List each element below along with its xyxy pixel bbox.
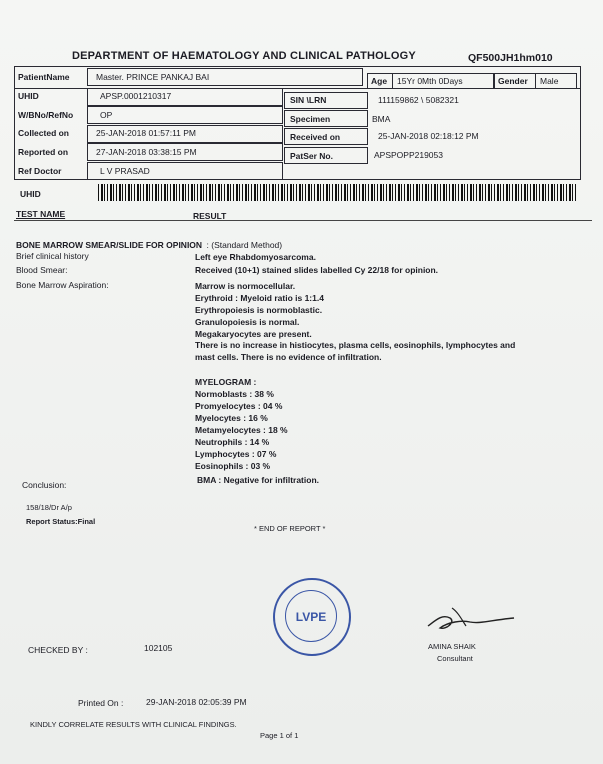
barcode-uhid-label: UHID [20,189,41,199]
myelogram-item: Lymphocytes : 07 % [195,449,277,459]
institute-seal [273,578,351,656]
blood-smear-label: Blood Smear: [16,265,68,275]
sin-label: SIN \LRN [290,95,327,105]
bma-result: BMA : Negative for infiltration. [197,475,319,485]
myelogram-item: Neutrophils : 14 % [195,437,270,447]
specimen-label: Specimen [290,114,331,124]
myelogram-item: Myelocytes : 16 % [195,413,268,423]
clinical-history-label: Brief clinical history [16,251,89,261]
patser-value: APSPOPP219053 [374,150,443,160]
checked-by-label: CHECKED BY : [28,645,88,655]
age-value: 15Yr 0Mth 0Days [397,76,463,86]
seal-inner-ring [285,590,337,642]
wbno-cell [87,106,283,124]
patser-label: PatSer No. [290,151,333,161]
checked-by-value: 102105 [144,643,173,653]
myelogram-item: Normoblasts : 38 % [195,389,274,399]
conclusion-label: Conclusion: [22,480,67,490]
header-divider [14,220,592,221]
patient-name-label: PatientName [18,72,70,82]
reported-label: Reported on [18,147,69,157]
finding-line: Erythropoiesis is normoblastic. [195,305,323,315]
ref-doctor-label: Ref Doctor [18,166,62,176]
consultant-signature [422,600,522,636]
gender-label: Gender [498,76,528,86]
test-method: : (Standard Method) [206,240,283,250]
myelogram-item: Promyelocytes : 04 % [195,401,283,411]
correlation-note: KINDLY CORRELATE RESULTS WITH CLINICAL FINDINGS. [30,720,237,729]
finding-line: Granulopoiesis is normal. [195,317,300,327]
finding-line: Megakaryocytes are present. [195,329,312,339]
wbno-value: OP [100,110,113,120]
blood-smear-value: Received (10+1) stained slides labelled Cy 22/18 for opinion. [195,265,439,275]
myelogram-item: Metamyelocytes : 18 % [195,425,288,435]
printed-on-label: Printed On : [78,698,124,708]
sin-value: 111159862 \ 5082321 [378,95,459,105]
end-of-report: * END OF REPORT * [254,524,326,533]
result-header: RESULT [193,211,227,221]
myelogram-title: MYELOGRAM : [195,377,257,387]
reference-code: 158/18/Dr A/p [26,503,72,512]
printed-on-value: 29-JAN-2018 02:05:39 PM [146,697,247,707]
ref-doctor-value: L V PRASAD [100,166,150,176]
finding-line: Marrow is normocellular. [195,281,296,291]
barcode [98,184,576,201]
wbno-label: W/BNo/RefNo [18,110,74,120]
finding-line: Erythroid : Myeloid ratio is 1:1.4 [195,293,324,303]
collected-value: 25-JAN-2018 01:57:11 PM [96,128,197,138]
received-value: 25-JAN-2018 02:18:12 PM [378,131,479,141]
clinical-history-value: Left eye Rhabdomyosarcoma. [195,252,316,262]
uhid-value: APSP.0001210317 [100,91,172,101]
page-number: Page 1 of 1 [260,731,299,740]
finding-line: There is no increase in histiocytes, plasma cells, eosinophils, lymphocytes and [195,340,516,350]
patient-name-value: Master. PRINCE PANKAJ BAI [96,72,210,82]
uhid-label: UHID [18,91,39,101]
specimen-value: BMA [372,114,391,124]
form-code: QF500JH1hm010 [468,52,553,64]
received-label: Received on [290,132,341,142]
consultant-title: Consultant [437,654,473,663]
department-title: DEPARTMENT OF HAEMATOLOGY AND CLINICAL PATHOLOGY [72,50,416,62]
consultant-name: AMINA SHAIK [428,642,476,651]
age-label: Age [371,76,388,86]
myelogram-item: Eosinophils : 03 % [195,461,271,471]
seal-logo-text: LVPE [295,610,327,624]
collected-label: Collected on [18,128,70,138]
test-title: BONE MARROW SMEAR/SLIDE FOR OPINION [16,240,203,250]
finding-line: mast cells. There is no evidence of infiltration. [195,352,382,362]
test-name-header: TEST NAME [16,209,66,219]
aspiration-label: Bone Marrow Aspiration: [16,280,109,290]
gender-value: Male [540,76,559,86]
reported-value: 27-JAN-2018 03:38:15 PM [96,147,197,157]
report-status: Report Status:Final [26,517,96,526]
